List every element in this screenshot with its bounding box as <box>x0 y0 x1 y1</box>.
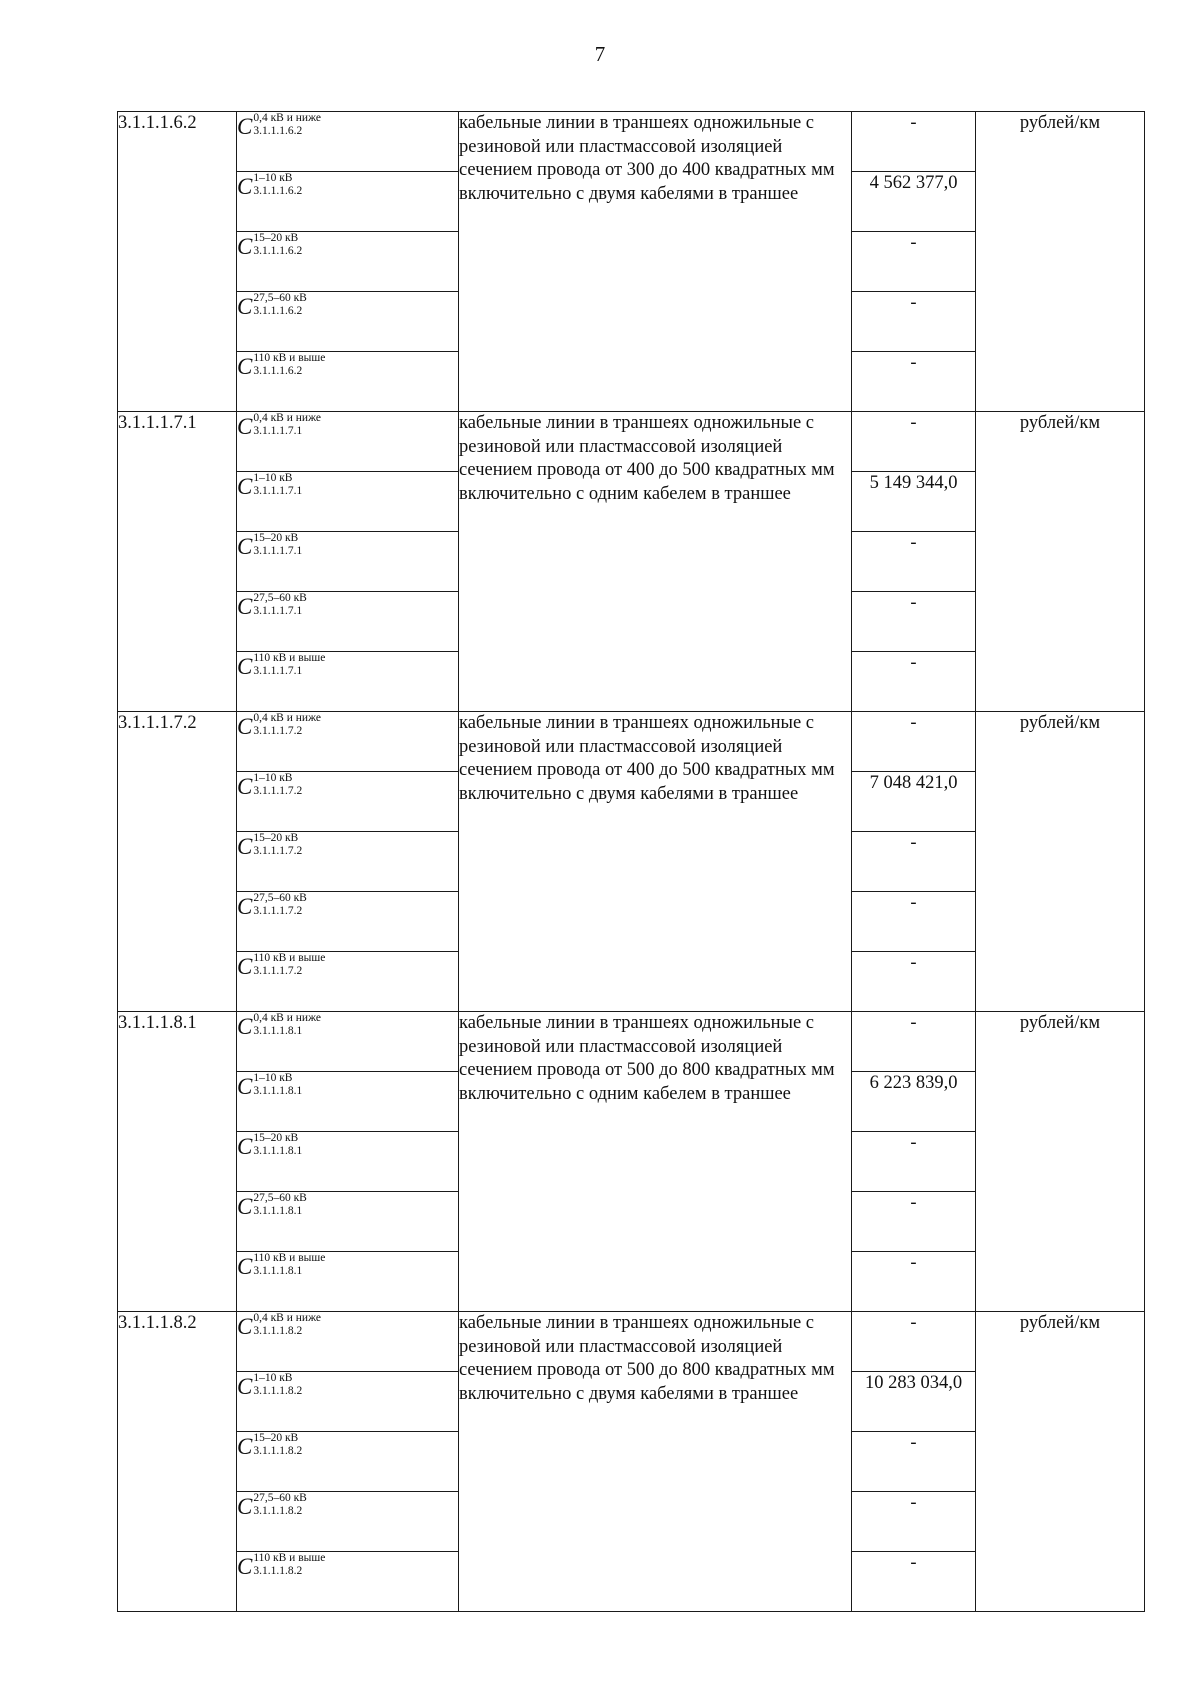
rate-symbol <box>237 1432 459 1492</box>
rate-symbol-letter: C <box>237 1133 253 1159</box>
item-code-subscript: 3.1.1.1.6.2 <box>253 365 303 377</box>
rate-symbol-letter: C <box>237 653 253 679</box>
rate-value: - <box>852 292 976 352</box>
rate-value: - <box>852 832 976 892</box>
rate-value: 10 283 034,0 <box>852 1372 976 1432</box>
item-code-subscript: 3.1.1.1.6.2 <box>253 185 303 197</box>
rate-value: 5 149 344,0 <box>852 472 976 532</box>
rate-value: - <box>852 412 976 472</box>
rate-symbol <box>237 172 459 232</box>
rate-symbol <box>237 952 459 1012</box>
voltage-class-superscript: 110 кВ и выше <box>253 652 326 664</box>
item-code: 3.1.1.1.7.2 <box>118 712 237 1012</box>
rate-symbol <box>237 1312 459 1372</box>
item-code-subscript: 3.1.1.1.7.2 <box>253 845 303 857</box>
rate-symbol <box>237 1072 459 1132</box>
voltage-class-superscript: 15–20 кВ <box>253 1432 299 1444</box>
unit-of-measure: рублей/км <box>976 1312 1145 1612</box>
item-description: кабельные линии в траншеях одножильные с резиновой или пластмассовой изоляцией сечением провода от 400 до 500 квадратных мм включительно с двумя кабелями в траншее <box>459 712 852 1012</box>
rate-symbol <box>237 892 459 952</box>
rate-symbol-letter: C <box>237 293 253 319</box>
item-code-subscript: 3.1.1.1.8.2 <box>253 1505 303 1517</box>
voltage-class-superscript: 110 кВ и выше <box>253 1552 326 1564</box>
rate-symbol-letter: C <box>237 593 253 619</box>
voltage-class-superscript: 1–10 кВ <box>253 1372 293 1384</box>
rate-symbol <box>237 1132 459 1192</box>
item-code: 3.1.1.1.8.2 <box>118 1312 237 1612</box>
rate-symbol-letter: C <box>237 1553 253 1579</box>
rate-value: - <box>852 352 976 412</box>
item-code-subscript: 3.1.1.1.8.1 <box>253 1025 303 1037</box>
rate-value: - <box>852 1132 976 1192</box>
item-code: 3.1.1.1.6.2 <box>118 112 237 412</box>
item-code-subscript: 3.1.1.1.6.2 <box>253 125 303 137</box>
rate-value: 7 048 421,0 <box>852 772 976 832</box>
rate-value: - <box>852 592 976 652</box>
rate-value: - <box>852 1192 976 1252</box>
rate-symbol <box>237 292 459 352</box>
rate-symbol <box>237 112 459 172</box>
item-code: 3.1.1.1.8.1 <box>118 1012 237 1312</box>
rate-value: - <box>852 1312 976 1372</box>
voltage-class-superscript: 1–10 кВ <box>253 772 293 784</box>
rate-symbol <box>237 232 459 292</box>
item-code: 3.1.1.1.7.1 <box>118 412 237 712</box>
rate-symbol-letter: C <box>237 893 253 919</box>
rate-value: - <box>852 712 976 772</box>
rate-symbol-letter: C <box>237 113 253 139</box>
table-row <box>118 112 1145 172</box>
rate-symbol-letter: C <box>237 413 253 439</box>
rate-symbol-letter: C <box>237 353 253 379</box>
rate-symbol-letter: C <box>237 1373 253 1399</box>
rate-value: - <box>852 652 976 712</box>
voltage-class-superscript: 27,5–60 кВ <box>253 892 307 904</box>
item-code-subscript: 3.1.1.1.7.2 <box>253 965 303 977</box>
rate-value: - <box>852 232 976 292</box>
item-code-subscript: 3.1.1.1.6.2 <box>253 245 303 257</box>
rate-symbol <box>237 412 459 472</box>
rate-symbol-letter: C <box>237 1433 253 1459</box>
rate-symbol-letter: C <box>237 173 253 199</box>
rate-symbol-letter: C <box>237 713 253 739</box>
item-code-subscript: 3.1.1.1.8.1 <box>253 1205 303 1217</box>
item-code-subscript: 3.1.1.1.7.1 <box>253 425 303 437</box>
item-code-subscript: 3.1.1.1.8.1 <box>253 1085 303 1097</box>
rate-symbol-letter: C <box>237 533 253 559</box>
voltage-class-superscript: 27,5–60 кВ <box>253 592 307 604</box>
rate-symbol <box>237 472 459 532</box>
item-code-subscript: 3.1.1.1.8.2 <box>253 1445 303 1457</box>
unit-of-measure: рублей/км <box>976 412 1145 712</box>
item-code-subscript: 3.1.1.1.7.2 <box>253 725 303 737</box>
rate-symbol-letter: C <box>237 953 253 979</box>
rates-table-body <box>118 112 1145 1612</box>
rate-symbol-letter: C <box>237 233 253 259</box>
voltage-class-superscript: 27,5–60 кВ <box>253 1492 307 1504</box>
rate-symbol-letter: C <box>237 1073 253 1099</box>
voltage-class-superscript: 0,4 кВ и ниже <box>253 412 321 424</box>
rate-value: - <box>852 1552 976 1612</box>
rate-symbol <box>237 1012 459 1072</box>
rate-value: - <box>852 1012 976 1072</box>
item-code-subscript: 3.1.1.1.8.2 <box>253 1565 303 1577</box>
rate-symbol <box>237 532 459 592</box>
rate-symbol <box>237 1372 459 1432</box>
rate-symbol <box>237 1552 459 1612</box>
voltage-class-superscript: 110 кВ и выше <box>253 352 326 364</box>
voltage-class-superscript: 15–20 кВ <box>253 232 299 244</box>
rate-symbol <box>237 772 459 832</box>
rate-symbol <box>237 1252 459 1312</box>
item-code-subscript: 3.1.1.1.8.1 <box>253 1145 303 1157</box>
voltage-class-superscript: 0,4 кВ и ниже <box>253 712 321 724</box>
item-code-subscript: 3.1.1.1.7.1 <box>253 605 303 617</box>
item-code-subscript: 3.1.1.1.7.2 <box>253 785 303 797</box>
rate-value: 6 223 839,0 <box>852 1072 976 1132</box>
rate-symbol-letter: C <box>237 833 253 859</box>
page-number: 7 <box>594 42 606 66</box>
voltage-class-superscript: 110 кВ и выше <box>253 1252 326 1264</box>
voltage-class-superscript: 1–10 кВ <box>253 472 293 484</box>
voltage-class-superscript: 0,4 кВ и ниже <box>253 112 321 124</box>
rate-value: - <box>852 952 976 1012</box>
item-code-subscript: 3.1.1.1.7.1 <box>253 485 303 497</box>
rate-symbol <box>237 352 459 412</box>
item-description: кабельные линии в траншеях одножильные с резиновой или пластмассовой изоляцией сечением провода от 400 до 500 квадратных мм включительно с одним кабелем в траншее <box>459 412 852 712</box>
table-row <box>118 1312 1145 1372</box>
rate-value: 4 562 377,0 <box>852 172 976 232</box>
rate-value: - <box>852 1492 976 1552</box>
item-code-subscript: 3.1.1.1.7.2 <box>253 905 303 917</box>
rate-symbol-letter: C <box>237 1253 253 1279</box>
rate-value: - <box>852 532 976 592</box>
item-code-subscript: 3.1.1.1.7.1 <box>253 665 303 677</box>
voltage-class-superscript: 0,4 кВ и ниже <box>253 1012 321 1024</box>
rate-symbol <box>237 652 459 712</box>
rate-symbol <box>237 712 459 772</box>
item-description: кабельные линии в траншеях одножильные с резиновой или пластмассовой изоляцией сечением провода от 500 до 800 квадратных мм включительно с одним кабелем в траншее <box>459 1012 852 1312</box>
voltage-class-superscript: 27,5–60 кВ <box>253 292 307 304</box>
rate-symbol-letter: C <box>237 473 253 499</box>
item-code-subscript: 3.1.1.1.8.2 <box>253 1385 303 1397</box>
item-code-subscript: 3.1.1.1.6.2 <box>253 305 303 317</box>
rate-symbol-letter: C <box>237 1193 253 1219</box>
item-code-subscript: 3.1.1.1.7.1 <box>253 545 303 557</box>
item-code-subscript: 3.1.1.1.8.1 <box>253 1265 303 1277</box>
voltage-class-superscript: 15–20 кВ <box>253 1132 299 1144</box>
rate-value: - <box>852 1432 976 1492</box>
rate-symbol <box>237 832 459 892</box>
rate-symbol-letter: C <box>237 773 253 799</box>
item-description: кабельные линии в траншеях одножильные с резиновой или пластмассовой изоляцией сечением провода от 300 до 400 квадратных мм включительно с двумя кабелями в траншее <box>459 112 852 412</box>
rate-symbol <box>237 1192 459 1252</box>
voltage-class-superscript: 15–20 кВ <box>253 832 299 844</box>
voltage-class-superscript: 1–10 кВ <box>253 172 293 184</box>
item-code-subscript: 3.1.1.1.8.2 <box>253 1325 303 1337</box>
table-row <box>118 412 1145 472</box>
voltage-class-superscript: 27,5–60 кВ <box>253 1192 307 1204</box>
table-row <box>118 1012 1145 1072</box>
unit-of-measure: рублей/км <box>976 712 1145 1012</box>
voltage-class-superscript: 0,4 кВ и ниже <box>253 1312 321 1324</box>
rate-symbol-letter: C <box>237 1013 253 1039</box>
unit-of-measure: рублей/км <box>976 1012 1145 1312</box>
rate-symbol <box>237 592 459 652</box>
item-description: кабельные линии в траншеях одножильные с резиновой или пластмассовой изоляцией сечением провода от 500 до 800 квадратных мм включительно с двумя кабелями в траншее <box>459 1312 852 1612</box>
voltage-class-superscript: 1–10 кВ <box>253 1072 293 1084</box>
unit-of-measure: рублей/км <box>976 112 1145 412</box>
voltage-class-superscript: 110 кВ и выше <box>253 952 326 964</box>
rate-symbol <box>237 1492 459 1552</box>
rate-symbol-letter: C <box>237 1313 253 1339</box>
rate-symbol-letter: C <box>237 1493 253 1519</box>
rate-value: - <box>852 112 976 172</box>
table-row <box>118 712 1145 772</box>
rate-value: - <box>852 1252 976 1312</box>
rate-value: - <box>852 892 976 952</box>
voltage-class-superscript: 15–20 кВ <box>253 532 299 544</box>
rates-table <box>117 111 1145 1612</box>
